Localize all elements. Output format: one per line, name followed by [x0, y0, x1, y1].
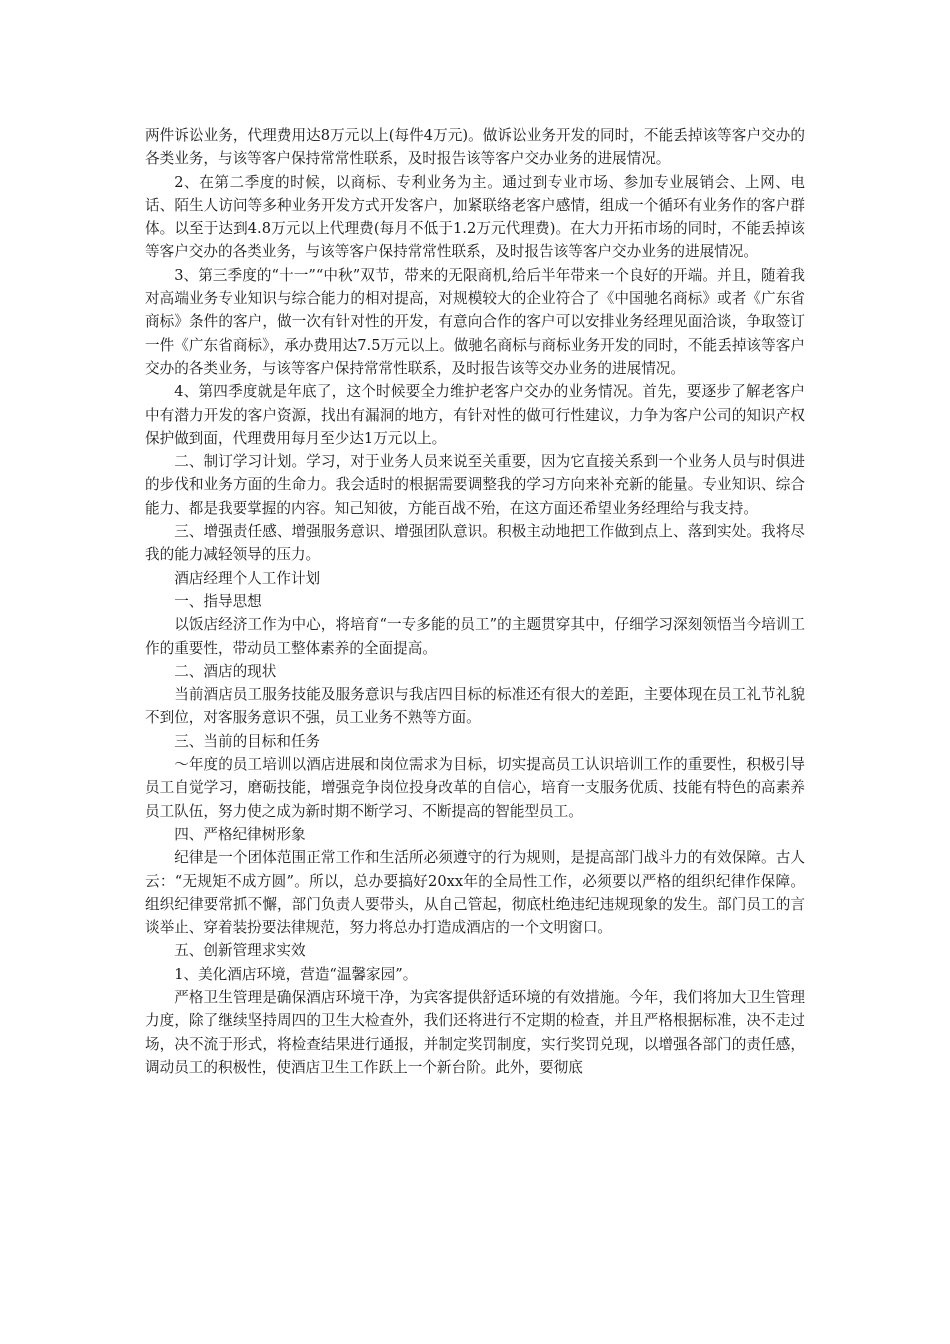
paragraph: 两件诉讼业务，代理费用达8万元以上(每件4万元)。做诉讼业务开发的同时，不能丢掉该等客户交办的各类业务，与该等客户保持常常性联系，及时报告该等客户交办业务的进展情况。	[145, 127, 805, 168]
section-heading: 二、酒店的现状	[174, 662, 277, 680]
section-title: 酒店经理个人工作计划	[174, 569, 321, 587]
paragraph: ～年度的员工培训以酒店进展和岗位需求为目标，切实提高员工认识培训工作的重要性，积极引导员工自觉学习，磨砺技能，增强竞争岗位投身改革的自信心，培育一支服务优质、技能有特色的高素养员工队伍，努力使之成为新时期不断学习、不断提高的智能型员工。	[145, 756, 805, 820]
section-heading: 三、当前的目标和任务	[174, 732, 321, 750]
paragraph: 2、在第二季度的时候，以商标、专利业务为主。通过到专业市场、参加专业展销会、上网、电话、陌生人访问等多种业务开发方式开发客户，加紧联络老客户感情，组成一个循环有业务作的客户群体。以至于达到4.8万元以上代理费(每月不低于1.2万元代理费)。在大力开拓市场的同时，不能丢掉该等客户交办的各类业务，与该等客户保持常常性联系，及时报告该等客户交办业务的进展情况。	[145, 173, 805, 261]
paragraph: 3、第三季度的“十一”“中秋”双节，带来的无限商机,给后半年带来一个良好的开端。并且，随着我对高端业务专业知识与综合能力的相对提高，对规模较大的企业符合了《中国驰名商标》或者《广东省商标》条件的客户，做一次有针对性的开发，有意向合作的客户可以安排业务经理见面洽谈，争取签订一件《广东省商标》，承办费用达7.5万元以上。做驰名商标与商标业务开发的同时，不能丢掉该等客户交办的各类业务，与该等客户保持常常性联系，及时报告该等交办业务的进展情况。	[145, 266, 805, 377]
paragraph: 纪律是一个团体范围正常工作和生活所必须遵守的行为规则，是提高部门战斗力的有效保障。古人云：“无规矩不成方圆”。所以，总办要搞好20xx年的全局性工作，必须要以严格的组织纪律作保障。组织纪律要常抓不懈，部门负责人要带头，从自己管起，彻底杜绝违纪违规现象的发生。部门员工的言谈举止、穿着装扮要法律规范，努力将总办打造成酒店的一个文明窗口。	[145, 849, 805, 937]
paragraph: 4、第四季度就是年底了，这个时候要全力维护老客户交办的业务情况。首先，要逐步了解老客户中有潜力开发的客户资源，找出有漏洞的地方，有针对性的做可行性建议，力争为客户公司的知识产权保护做到面，代理费用每月至少达1万元以上。	[145, 383, 805, 447]
document-body	[145, 124, 805, 1079]
section-heading: 四、严格纪律树形象	[174, 825, 306, 843]
subsection-heading: 1、美化酒店环境，营造“温馨家园”。	[174, 965, 418, 983]
paragraph: 二、制订学习计划。学习，对于业务人员来说至关重要，因为它直接关系到一个业务人员与时俱进的步伐和业务方面的生命力。我会适时的根据需要调整我的学习方向来补充新的能量。专业知识、综合能力、都是我要掌握的内容。知己知彼，方能百战不殆，在这方面还希望业务经理给与我支持。	[145, 453, 805, 517]
paragraph: 三、增强责任感、增强服务意识、增强团队意识。积极主动地把工作做到点上、落到实处。我将尽我的能力减轻领导的压力。	[145, 523, 805, 564]
section-heading: 五、创新管理求实效	[174, 942, 306, 960]
paragraph: 当前酒店员工服务技能及服务意识与我店四目标的标准还有很大的差距，主要体现在员工礼节礼貌不到位，对客服务意识不强，员工业务不熟等方面。	[145, 686, 805, 727]
paragraph: 以饭店经济工作为中心，将培育“一专多能的员工”的主题贯穿其中，仔细学习深刻领悟当今培训工作的重要性，带动员工整体素养的全面提高。	[145, 616, 805, 657]
section-heading: 一、指导思想	[174, 592, 262, 610]
paragraph: 严格卫生管理是确保酒店环境干净，为宾客提供舒适环境的有效措施。今年，我们将加大卫生管理力度，除了继续坚持周四的卫生大检查外，我们还将进行不定期的检查，并且严格根据标准，决不走过场，决不流于形式，将检查结果进行通报，并制定奖罚制度，实行奖罚兑现，以增强各部门的责任感，调动员工的积极性，使酒店卫生工作跃上一个新台阶。此外，要彻底	[145, 988, 805, 1076]
